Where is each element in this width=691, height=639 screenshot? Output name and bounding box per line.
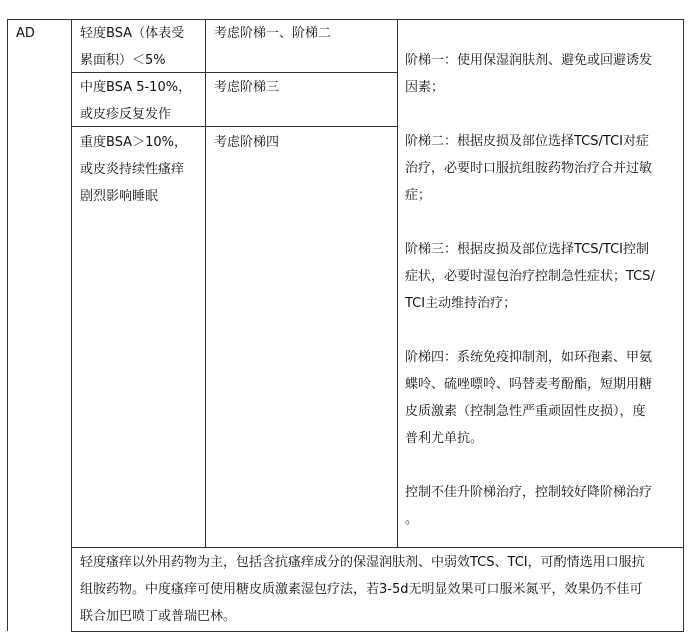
- steps-description: [405, 47, 680, 560]
- step-line: 普利尤单抗。: [405, 431, 484, 446]
- table-border-right: [683, 19, 684, 631]
- plan-moderate: 考虑阶梯三: [214, 80, 280, 95]
- step-2: [405, 128, 680, 209]
- step-3: [405, 236, 680, 317]
- note-line: 组胺药物。中度瘙痒可使用糖皮质激素湿包疗法，若3-5d无明显效果可口服米氮平，效果仍不佳可: [80, 582, 643, 597]
- step-1: [405, 47, 680, 101]
- note-line: 联合加巴喷丁或普瑞巴林。: [80, 609, 237, 624]
- step-line: 治疗，必要时口服抗组胺药物治疗合并过敏: [405, 161, 653, 176]
- step-line: 阶梯三：根据皮损及部位选择TCS/TCI控制: [405, 242, 649, 257]
- criteria-line: 或皮疹反复发作: [80, 107, 172, 122]
- criteria-line: 或皮炎持续性瘙痒: [80, 162, 185, 177]
- criteria-line: 轻度BSA（体表受: [80, 26, 185, 41]
- itch-note: [80, 549, 680, 630]
- table-border-bottom: [71, 631, 684, 632]
- step-line: 皮质激素（控制急性严重顽固性皮损），度: [405, 404, 646, 419]
- step-4: [405, 344, 680, 452]
- criteria-line: 剧烈影响睡眠: [80, 189, 159, 204]
- note-line: 轻度瘙痒以外用药物为主，包括含抗瘙痒成分的保湿润肤剂、中弱效TCS、TCI，可酌情选用口服抗: [80, 555, 645, 570]
- step-line: TCI主动维持治疗；: [405, 296, 517, 311]
- step-line: 因素；: [405, 80, 445, 95]
- severity-severe-criteria: [80, 129, 202, 210]
- criteria-line: 重度BSA＞10%，: [80, 135, 187, 150]
- step-line: 控制不佳升阶梯治疗，控制较好降阶梯治疗: [405, 485, 653, 500]
- step-line: 阶梯一：使用保湿润肤剂、避免或回避诱发: [405, 53, 653, 68]
- step-line: 症状，必要时湿包治疗控制急性症状；TCS/: [405, 269, 655, 284]
- step-line: 阶梯二：根据皮损及部位选择TCS/TCI对症: [405, 134, 649, 149]
- step-line: 症；: [405, 188, 432, 203]
- table-border-left: [7, 19, 8, 631]
- step-summary: [405, 479, 680, 533]
- criteria-line: 中度BSA 5-10%，: [80, 80, 192, 95]
- disease-label: AD: [16, 26, 35, 41]
- step-line: 。: [405, 512, 419, 527]
- column-divider-2: [205, 19, 206, 547]
- criteria-line: 累面积）＜5%: [80, 53, 166, 68]
- column-divider-1: [71, 19, 72, 631]
- step-line: 蝶呤、硫唑嘌呤、吗替麦考酚酯，短期用糖: [405, 377, 653, 392]
- plan-mild: 考虑阶梯一、阶梯二: [214, 26, 332, 41]
- step-line: 阶梯四：系统免疫抑制剂，如环孢素、甲氨: [405, 350, 653, 365]
- plan-severe: 考虑阶梯四: [214, 135, 280, 150]
- column-divider-3: [397, 19, 398, 547]
- severity-moderate-criteria: [80, 74, 202, 128]
- severity-mild-criteria: [80, 20, 202, 74]
